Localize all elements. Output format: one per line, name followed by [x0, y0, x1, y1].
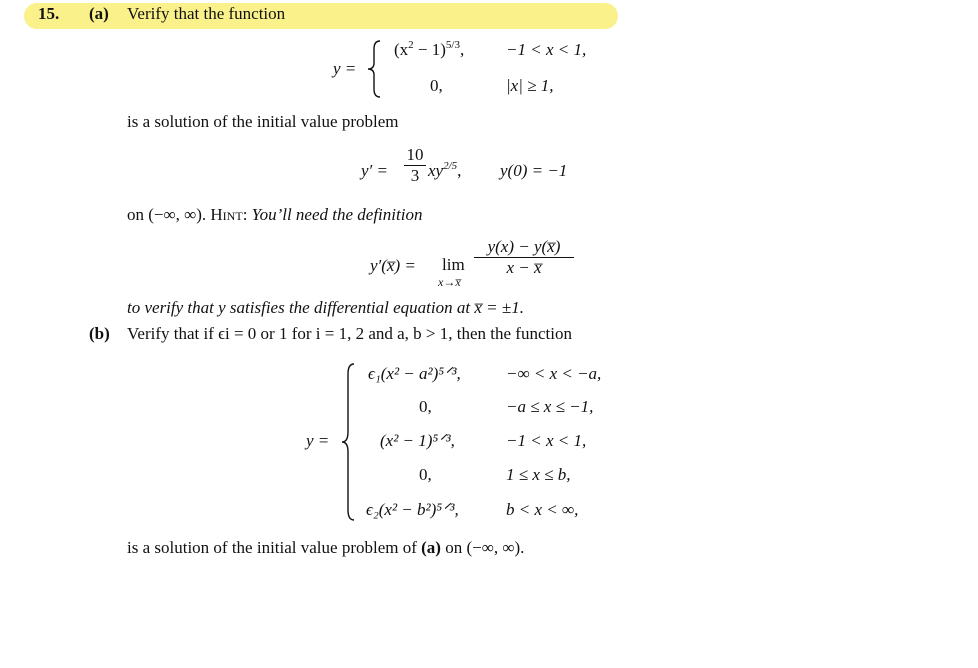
- part-a-intro: Verify that the function: [127, 4, 286, 23]
- text-verify-at: to verify that y satisfies the differential equation at x̅ = ±1.: [127, 298, 524, 317]
- eq1-case1-expr: $(x^2 - 1)^{5/3}$,: [394, 39, 465, 59]
- eq3-den: x − x̅: [506, 258, 542, 277]
- eq4-row3-cond: −1 < x < 1,: [506, 431, 587, 450]
- eq4-row1-expr: ϵ₁(x² − a²)⁵ᐟ³,: [368, 364, 461, 383]
- text-ivp-intro: is a solution of the initial value problem: [127, 112, 399, 131]
- eq1-brace: [366, 39, 382, 99]
- eq3-num: y(x) − y(x̅): [487, 237, 561, 256]
- eq2-frac-den: 3: [410, 166, 420, 185]
- eq1-case2-expr: 0,: [430, 76, 443, 95]
- eq2-fraction: [404, 146, 426, 185]
- eq2-lhs: y′ =: [361, 161, 388, 180]
- part-b-label: (b): [89, 324, 110, 343]
- eq2-frac-num: 10: [406, 145, 424, 164]
- text-hint: on (−∞, ∞). Hint: You’ll need the definition: [127, 205, 423, 224]
- eq4-row2-cond: −a ≤ x ≤ −1,: [506, 397, 594, 416]
- eq4-row1-cond: −∞ < x < −a,: [506, 364, 602, 383]
- eq4-row5-cond: b < x < ∞,: [506, 500, 579, 519]
- eq4-row4-cond: 1 ≤ x ≤ b,: [506, 465, 571, 484]
- eq4-row5-expr: ϵ₂(x² − b²)⁵ᐟ³,: [366, 500, 459, 519]
- eq1-lhs: y =: [333, 59, 357, 78]
- eq4-brace: [340, 362, 356, 522]
- eq4-row3-expr: (x² − 1)⁵ᐟ³,: [380, 431, 455, 450]
- eq3-lhs: y′(x̅) =: [370, 256, 416, 275]
- problem-highlight: [24, 3, 618, 29]
- eq4-row2-expr: 0,: [419, 397, 432, 416]
- eq4-row4-expr: 0,: [419, 465, 432, 484]
- text-conclusion: is a solution of the initial value problem of (a) on (−∞, ∞).: [127, 538, 525, 557]
- eq3-lim-sub: x→x̅: [438, 275, 461, 289]
- eq2-initial-condition: y(0) = −1: [500, 161, 568, 180]
- problem-number: 15.: [38, 4, 60, 23]
- eq2-rhs: $xy^{2/5}$,: [428, 160, 462, 180]
- eq1-case2-cond: |x| ≥ 1,: [506, 76, 554, 95]
- part-a-label: (a): [89, 4, 109, 23]
- eq3-lim: lim: [442, 255, 465, 274]
- part-b-intro: Verify that if ϵi = 0 or 1 for i = 1, 2 and a, b > 1, then the function: [127, 324, 572, 343]
- eq1-case1-cond: −1 < x < 1,: [506, 40, 587, 59]
- eq3-fraction: [474, 238, 574, 277]
- eq4-lhs: y =: [306, 431, 330, 450]
